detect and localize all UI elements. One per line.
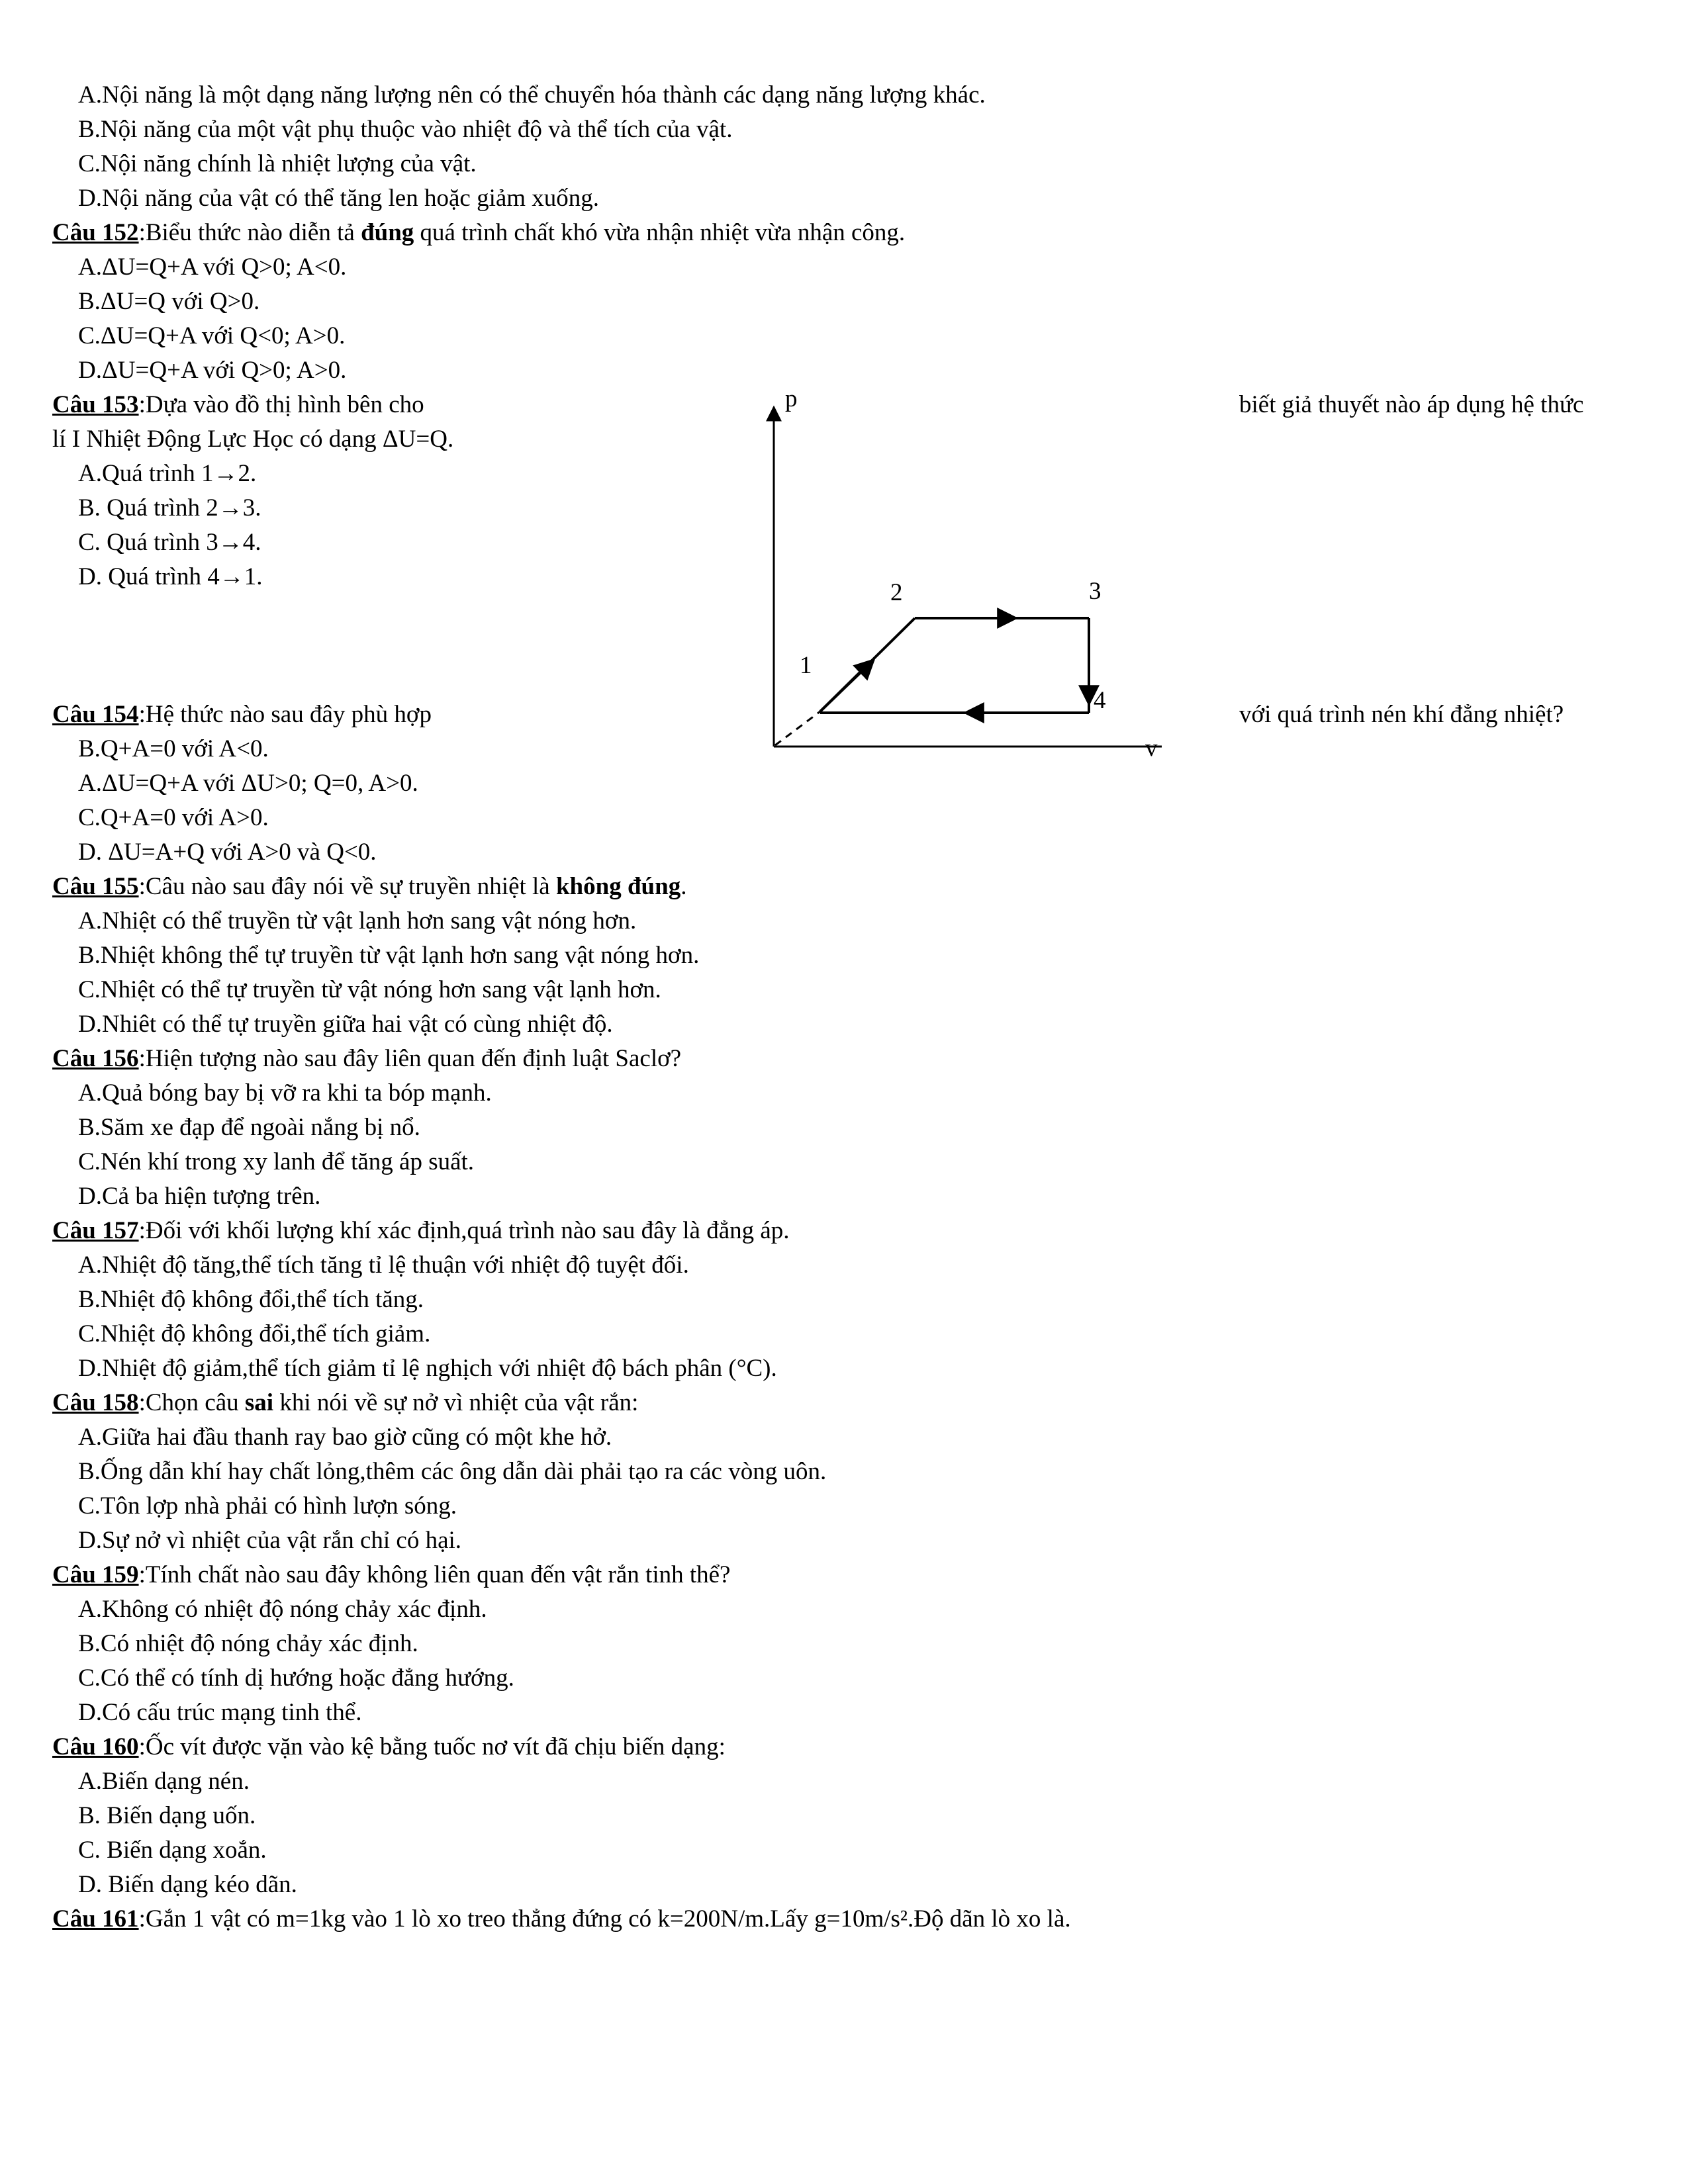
- question-stem-text: :Hiện tượng nào sau đây liên quan đến định luật Saclơ?: [138, 1045, 682, 1072]
- answer-option: B.Q+A=0 với A<0.: [78, 735, 269, 762]
- answer-option: B.Nhiệt không thể tự truyền từ vật lạnh hơn sang vật nóng hơn.: [78, 942, 700, 969]
- answer-option: B.Nội năng của một vật phụ thuộc vào nhiệt độ và thể tích của vật.: [78, 116, 733, 143]
- state-4-label: 4: [1094, 687, 1106, 714]
- answer-option: B.ΔU=Q với Q>0.: [78, 288, 260, 315]
- answer-option: D. Quá trình 4→1.: [78, 563, 263, 590]
- state-2-label: 2: [890, 579, 903, 606]
- question-159-stem: [0, 1558, 1688, 1592]
- dashed-guide-line: [775, 711, 820, 745]
- question-161-stem: [0, 1902, 1688, 1936]
- answer-option: B.Săm xe đạp để ngoài nắng bị nổ.: [78, 1114, 420, 1141]
- volume-axis-label: v: [1145, 735, 1158, 762]
- answer-option: D. ΔU=A+Q với A>0 và Q<0.: [78, 839, 377, 866]
- question-stem-text: :Hệ thức nào sau đây phù hợp: [138, 701, 432, 728]
- answer-option: D.Có cấu trúc mạng tinh thể.: [78, 1699, 362, 1726]
- question-stem-text: .: [680, 873, 687, 900]
- answer-option: C. Quá trình 3→4.: [78, 529, 261, 556]
- state-1-label: 1: [800, 652, 812, 679]
- answer-option: A.Quá trình 1→2.: [78, 460, 257, 487]
- answer-option: A.Quả bóng bay bị vỡ ra khi ta bóp mạnh.: [78, 1079, 492, 1107]
- question-stem-bold: sai: [244, 1389, 274, 1416]
- question-152-stem: [0, 216, 1688, 250]
- state-3-label: 3: [1089, 578, 1102, 605]
- question-stem-text: :Đối với khối lượng khí xác định,quá trình nào sau đây là đẳng áp.: [138, 1217, 790, 1244]
- question-stem-text-right: biết giả thuyết nào áp dụng hệ thức: [1239, 391, 1584, 418]
- answer-option: D.Cả ba hiện tượng trên.: [78, 1183, 321, 1210]
- answer-option: D.Nội năng của vật có thể tăng len hoặc giảm xuống.: [78, 185, 600, 212]
- question-157-stem: [0, 1214, 1688, 1248]
- answer-option: B.Ống dẫn khí hay chất lỏng,thêm các ông dẫn dài phải tạo ra các vòng uôn.: [78, 1458, 827, 1485]
- answer-option: C.Có thể có tính dị hướng hoặc đẳng hướng.: [78, 1664, 514, 1692]
- answer-option: C.ΔU=Q+A với Q<0; A>0.: [78, 322, 346, 349]
- question-stem-text: :Gắn 1 vật có m=1kg vào 1 lò xo treo thẳng đứng có k=200N/m.Lấy g=10m/s².Độ dãn lò xo là.: [138, 1905, 1071, 1933]
- answer-option: C.Tôn lợp nhà phải có hình lượn sóng.: [78, 1492, 457, 1520]
- question-stem-bold: không đúng: [555, 873, 681, 900]
- answer-option: A.ΔU=Q+A với ΔU>0; Q=0, A>0.: [78, 770, 418, 797]
- answer-option: A.Không có nhiệt độ nóng chảy xác định.: [78, 1596, 487, 1623]
- answer-option: B.Có nhiệt độ nóng chảy xác định.: [78, 1630, 418, 1657]
- question-label: Câu 156: [52, 1045, 139, 1072]
- answer-option: C. Biến dạng xoắn.: [78, 1837, 267, 1864]
- answer-option: D.ΔU=Q+A với Q>0; A>0.: [78, 357, 347, 384]
- answer-option: A.Nội năng là một dạng năng lượng nên có thể chuyển hóa thành các dạng năng lượng khác.: [78, 81, 986, 109]
- answer-option: C.Nén khí trong xy lanh để tăng áp suất.: [78, 1148, 475, 1175]
- answer-option: C.Nhiệt độ không đổi,thể tích giảm.: [78, 1320, 431, 1347]
- answer-option: A.Nhiệt độ tăng,thể tích tăng tỉ lệ thuận với nhiệt độ tuyệt đối.: [78, 1251, 689, 1279]
- answer-option: D. Biến dạng kéo dãn.: [78, 1871, 297, 1898]
- question-stem-text: :Ốc vít được vặn vào kệ bằng tuốc nơ vít đã chịu biến dạng:: [138, 1733, 726, 1760]
- question-stem-text: :Tính chất nào sau đây không liên quan đến vật rắn tinh thể?: [138, 1561, 731, 1588]
- answer-option: D.Sự nở vì nhiệt của vật rắn chỉ có hại.: [78, 1527, 462, 1554]
- question-label: Câu 158: [52, 1389, 139, 1416]
- answer-option: B.Nhiệt độ không đổi,thể tích tăng.: [78, 1286, 424, 1313]
- question-label: Câu 160: [52, 1733, 139, 1760]
- question-stem-text: :Chọn câu: [138, 1389, 245, 1416]
- question-160-stem: [0, 1730, 1688, 1764]
- question-stem-text: :Dựa vào đồ thị hình bên cho: [138, 391, 424, 418]
- answer-option: D.Nhiệt độ giảm,thể tích giảm tỉ lệ nghịch với nhiệt độ bách phân (°C).: [78, 1355, 777, 1382]
- answer-option: A.ΔU=Q+A với Q>0; A<0.: [78, 253, 347, 281]
- question-stem-text: :Câu nào sau đây nói về sự truyền nhiệt là: [138, 873, 556, 900]
- pv-diagram-figure: [755, 377, 1205, 788]
- question-label: Câu 157: [52, 1217, 139, 1244]
- question-label: Câu 155: [52, 873, 139, 900]
- question-label: Câu 161: [52, 1905, 139, 1933]
- answer-option: B. Biến dạng uốn.: [78, 1802, 256, 1829]
- question-label: Câu 152: [52, 219, 139, 246]
- pressure-axis-label: p: [785, 385, 798, 412]
- answer-option: A.Giữa hai đầu thanh ray bao giờ cũng có một khe hở.: [78, 1424, 612, 1451]
- answer-option: C.Q+A=0 với A>0.: [78, 804, 269, 831]
- question-stem-text: :Biểu thức nào diễn tả: [138, 219, 361, 246]
- question-156-stem: [0, 1042, 1688, 1076]
- question-153-stem-line2: lí I Nhiệt Động Lực Học có dạng ΔU=Q.: [52, 426, 454, 453]
- answer-option: C.Nội năng chính là nhiệt lượng của vật.: [78, 150, 477, 177]
- question-stem-text: khi nói về sự nở vì nhiệt của vật rắn:: [273, 1389, 639, 1416]
- answer-option: C.Nhiệt có thể tự truyền từ vật nóng hơn sang vật lạnh hơn.: [78, 976, 661, 1003]
- question-label: Câu 159: [52, 1561, 139, 1588]
- question-label: Câu 153: [52, 391, 139, 418]
- question-stem-bold: đúng: [361, 219, 414, 246]
- answer-option: B. Quá trình 2→3.: [78, 494, 261, 522]
- pv-diagram-svg: [755, 377, 1205, 788]
- answer-option: A.Biến dạng nén.: [78, 1768, 250, 1795]
- answer-option: D.Nhiêt có thể tự truyền giữa hai vật có cùng nhiệt độ.: [78, 1011, 613, 1038]
- question-155-stem: [0, 870, 1688, 904]
- question-stem-text: quá trình chất khó vừa nhận nhiệt vừa nhận công.: [414, 219, 906, 246]
- answer-option: A.Nhiệt có thể truyền từ vật lạnh hơn sang vật nóng hơn.: [78, 907, 637, 934]
- question-stem-text-right: với quá trình nén khí đẳng nhiệt?: [1239, 701, 1564, 728]
- question-label: Câu 154: [52, 701, 139, 728]
- process-1-2-line: [820, 618, 915, 711]
- question-158-stem: [0, 1386, 1688, 1420]
